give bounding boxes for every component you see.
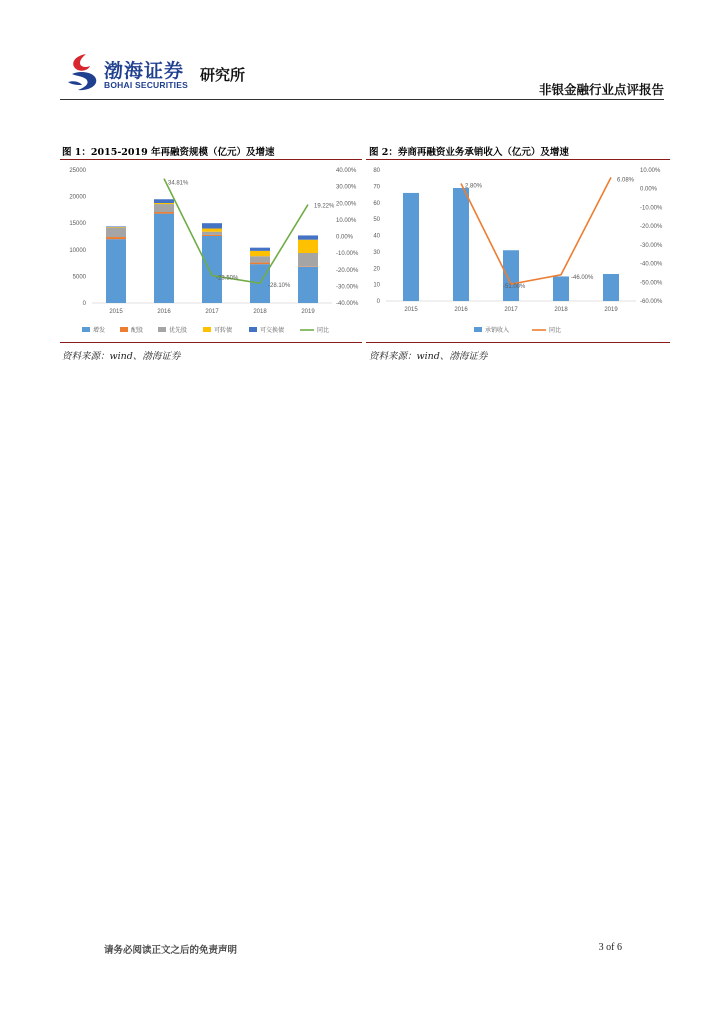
bar-segment <box>250 248 270 251</box>
y2-tick-label: -10.00% <box>336 251 359 258</box>
x-tick-label: 2015 <box>404 307 418 313</box>
x-tick-label: 2017 <box>205 309 219 315</box>
y2-tick-label: -60.00% <box>640 299 663 305</box>
y-tick-label: 40 <box>373 233 380 240</box>
bar-segment <box>202 232 222 235</box>
y-tick-label: 0 <box>82 301 86 307</box>
bar-segment <box>553 276 569 301</box>
bar-segment <box>298 240 318 253</box>
growth-data-label: 19.22% <box>314 203 335 210</box>
bar-segment <box>202 223 222 228</box>
report-type: 非银金融行业点评报告 <box>538 82 664 97</box>
bar-segment <box>298 266 318 267</box>
bar-segment <box>250 263 270 265</box>
logo-chinese-text: 渤海证券 <box>104 60 185 82</box>
y2-tick-label: -40.00% <box>336 301 359 307</box>
y2-tick-label: -20.00% <box>640 224 663 231</box>
y-tick-label: 0 <box>376 299 380 305</box>
figure2-chart <box>366 162 670 340</box>
figure1-bottom-rule <box>60 342 362 343</box>
bar-segment <box>106 227 126 228</box>
legend-swatch <box>158 327 166 332</box>
bar-segment <box>403 193 419 301</box>
legend-label: 同比 <box>317 328 330 334</box>
bar-segment <box>106 226 126 227</box>
figure2-source: 资料来源：wind、渤海证券 <box>369 351 488 362</box>
bar-segment <box>154 199 174 203</box>
legend-label: 同比 <box>549 328 562 334</box>
growth-data-label: -28.10% <box>268 283 291 290</box>
y-tick-label: 80 <box>373 168 380 174</box>
y2-tick-label: -30.00% <box>336 284 359 291</box>
bohai-logo <box>66 52 266 96</box>
y2-tick-label: 10.00% <box>336 217 357 224</box>
legend-label: 配股 <box>131 328 144 334</box>
bohai-logo-icon <box>66 52 100 92</box>
legend-label: 可转债 <box>214 328 233 334</box>
y-tick-label: 50 <box>373 217 380 224</box>
x-tick-label: 2018 <box>253 309 267 315</box>
legend-label: 承销收入 <box>485 328 510 334</box>
y-tick-label: 5000 <box>72 274 86 281</box>
bar-segment <box>154 203 174 204</box>
y2-tick-label: -20.00% <box>336 267 359 274</box>
bar-segment <box>154 214 174 303</box>
y2-tick-label: -40.00% <box>640 261 663 268</box>
x-tick-label: 2019 <box>301 309 315 315</box>
growth-data-label: -23.50% <box>216 275 239 282</box>
bar-segment <box>298 253 318 266</box>
legend-label: 增发 <box>93 328 106 334</box>
legend-label: 优先股 <box>169 328 188 334</box>
y2-tick-label: -10.00% <box>640 205 663 212</box>
legend-swatch <box>82 327 90 332</box>
figure1-top-rule <box>60 159 362 160</box>
header-divider <box>60 99 664 100</box>
growth-data-label: 2.80% <box>465 183 483 190</box>
legend-swatch <box>249 327 257 332</box>
x-tick-label: 2015 <box>109 309 123 315</box>
bar-segment <box>202 229 222 232</box>
figure2-title: 图 2：券商再融资业务承销收入（亿元）及增速 <box>369 147 569 158</box>
page-number: 3 of 6 <box>598 942 622 953</box>
figure1-source: 资料来源：wind、渤海证券 <box>62 351 181 362</box>
y-tick-label: 25000 <box>69 168 86 174</box>
bar-segment <box>154 212 174 214</box>
bar-segment <box>106 239 126 303</box>
y2-tick-label: 30.00% <box>336 184 357 191</box>
y-tick-label: 10 <box>373 282 380 289</box>
figure2-bottom-rule <box>366 342 670 343</box>
y2-tick-label: -50.00% <box>640 280 663 287</box>
growth-data-label: -46.00% <box>571 274 594 281</box>
bar-segment <box>202 236 222 303</box>
bar-segment <box>453 188 469 301</box>
bar-segment <box>202 235 222 236</box>
y-tick-label: 60 <box>373 200 380 207</box>
y2-tick-label: 20.00% <box>336 201 357 208</box>
y-tick-label: 30 <box>373 249 380 256</box>
x-tick-label: 2016 <box>454 307 468 313</box>
disclaimer-note: 请务必阅读正文之后的免责声明 <box>104 945 238 956</box>
legend-swatch <box>203 327 211 332</box>
y-tick-label: 20000 <box>69 194 86 201</box>
x-tick-label: 2019 <box>604 307 618 313</box>
y2-tick-label: -30.00% <box>640 242 663 249</box>
growth-line <box>461 177 611 284</box>
x-tick-label: 2016 <box>157 309 171 315</box>
bar-segment <box>298 235 318 239</box>
growth-data-label: -51.00% <box>503 284 526 291</box>
bar-segment <box>106 237 126 239</box>
bar-segment <box>106 227 126 237</box>
y-tick-label: 70 <box>373 184 380 191</box>
bar-segment <box>250 256 270 262</box>
y-tick-label: 15000 <box>69 221 86 228</box>
x-tick-label: 2017 <box>504 307 518 313</box>
logo-english-text: BOHAI SECURITIES <box>104 80 188 90</box>
growth-line <box>164 179 308 284</box>
legend-swatch <box>474 327 482 332</box>
y-tick-label: 10000 <box>69 247 86 254</box>
x-tick-label: 2018 <box>554 307 568 313</box>
growth-data-label: 34.81% <box>168 180 189 187</box>
growth-data-label: 6.08% <box>617 177 635 184</box>
legend-swatch <box>120 327 128 332</box>
figure1-title: 图 1：2015-2019 年再融资规模（亿元）及增速 <box>62 147 275 158</box>
y-tick-label: 20 <box>373 266 380 273</box>
y2-tick-label: 0.00% <box>336 234 354 241</box>
y2-tick-label: 0.00% <box>640 186 658 193</box>
figure2-top-rule <box>366 159 670 160</box>
bar-segment <box>154 204 174 212</box>
bar-segment <box>250 251 270 256</box>
figure1-chart <box>60 162 362 340</box>
institute-label: 研究所 <box>200 66 246 84</box>
legend-label: 可交换债 <box>260 328 285 334</box>
bar-segment <box>298 267 318 303</box>
y2-tick-label: 10.00% <box>640 168 661 174</box>
bar-segment <box>603 274 619 301</box>
bar-segment <box>503 250 519 301</box>
y2-tick-label: 40.00% <box>336 168 357 174</box>
